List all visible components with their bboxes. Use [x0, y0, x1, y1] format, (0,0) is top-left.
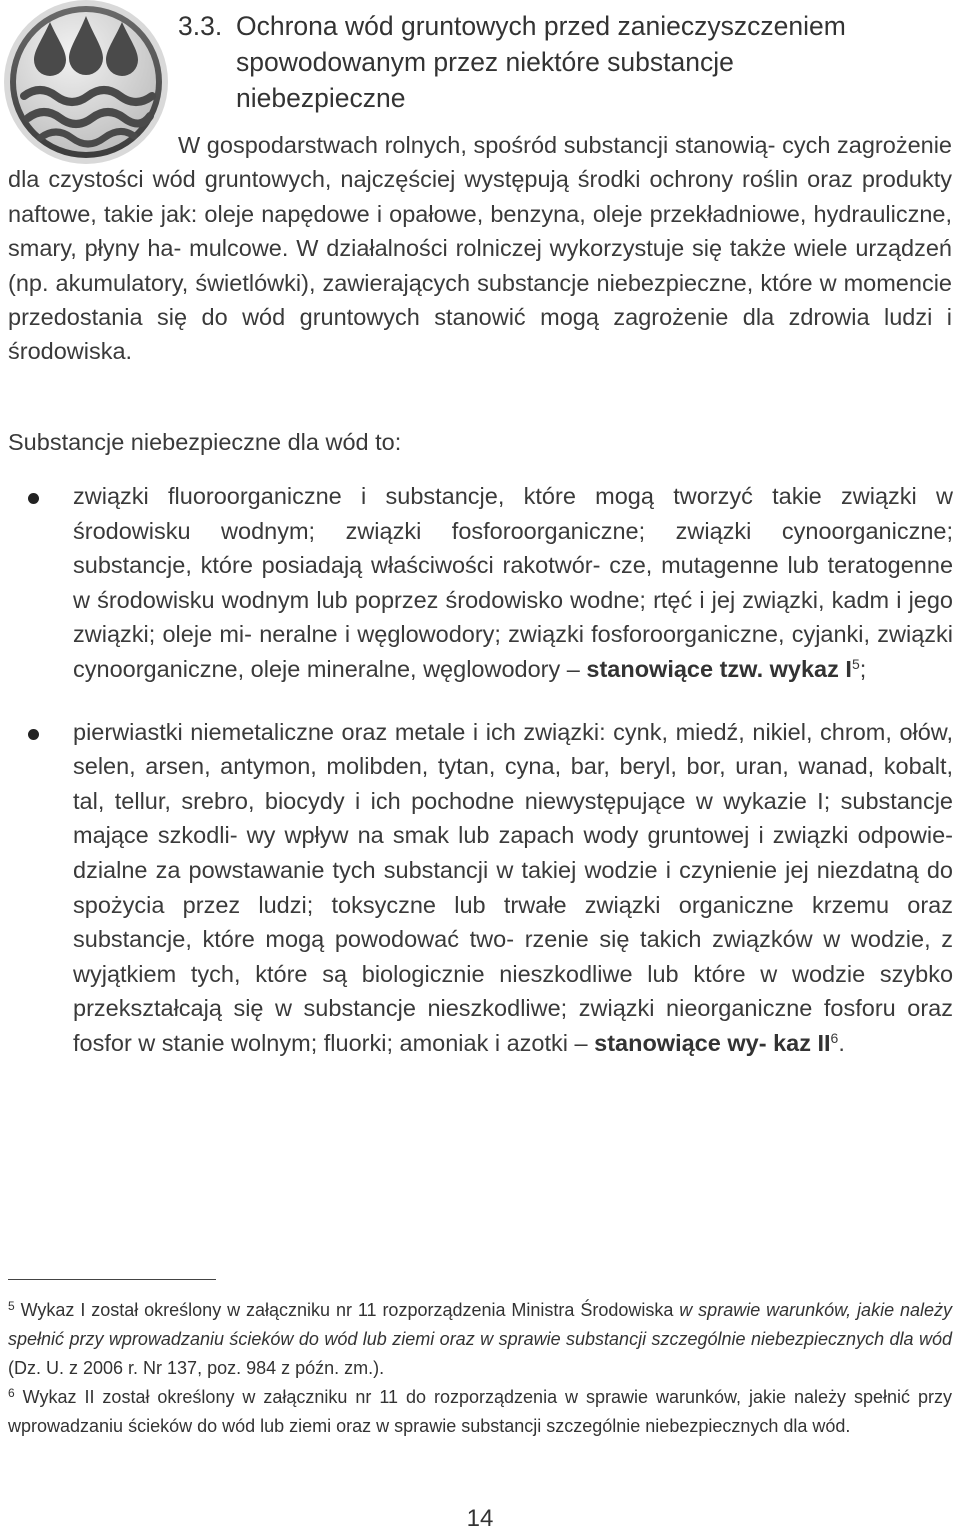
intro-paragraph: [8, 128, 952, 369]
page-number: 14: [466, 1505, 494, 1532]
bullet-icon: [28, 493, 39, 504]
bold-term: stanowiące wy-: [594, 1029, 767, 1056]
bold-term: kaz II: [773, 1029, 831, 1056]
item-line: związki w środowisku wodnym; związki fosforoorganiczne; związki: [73, 483, 953, 544]
item-line: cynoorganiczne, oleje mineralne, węglowodory –: [73, 655, 587, 682]
bullet-icon: [28, 729, 39, 740]
intro-line: W gospodarstwach rolnych, spośród substancji stanowią-: [178, 132, 776, 158]
list-item-wykaz-2: [0, 715, 953, 1061]
footnote-5: [8, 1296, 952, 1383]
footnote-italic-title: w sprawie warunków, jakie należy spełnić przy wprowadzaniu ścieków do wód lub ziemi oraz w sprawie substancji szczególnie niebezpiecznych dla wód: [8, 1300, 953, 1349]
intro-line: środki ochrony roślin oraz produkty naftowe, takie jak: oleje napędowe: [8, 166, 952, 227]
footnote-text: Wykaz I został określony w załączniku nr 11 rozporządzenia Ministra Środowiska: [14, 1300, 680, 1320]
item-line: organiczne krzemu oraz substancje, które mogą powodować two-: [73, 891, 953, 953]
item-trail: .: [838, 1029, 845, 1056]
item-line: fosfor w stanie wolnym; fluorki; amoniak i azotki –: [73, 1029, 595, 1056]
item-trail: ;: [859, 655, 867, 682]
footnote-ref[interactable]: 6: [830, 1029, 839, 1046]
footnote-ref[interactable]: 5: [851, 655, 860, 672]
item-line: środowisko wodne; rtęć i jej związki, kadm i jego związki; oleje mi-: [73, 586, 953, 648]
bold-term: stanowiące tzw.: [586, 655, 764, 682]
intro-line: (np. akumulatory, świetlówki), zawierających substancje niebezpieczne,: [8, 269, 754, 296]
list-intro: Substancje niebezpieczne dla wód to:: [8, 429, 402, 455]
bold-term: wykaz I: [769, 655, 852, 682]
footnote-text-tail: (Dz. U. z 2006 r. Nr 137, poz. 984 z późn. zm.).: [8, 1358, 385, 1378]
item-line: pochodne niewystępujące w wykazie I; substancje mające szkodli-: [73, 787, 954, 849]
section-title-line-2: spowodowanym przez niektóre substancje: [236, 47, 734, 77]
intro-line: i opałowe, benzyna, oleje przekładniowe, hydrauliczne, smary, płyny ha-: [8, 200, 952, 262]
item-line: bar, beryl, bor, uran, wanad, kobalt, tal, tellur, srebro, biocydy i ich: [73, 753, 953, 814]
footnote-number: 6: [8, 1386, 15, 1400]
footnote-6: [8, 1383, 952, 1441]
footnote-text: Wykaz II został określony w załączniku nr 11 do rozporządzenia w sprawie warunków, jakie należy spełnić przy wprowadzaniu ścieków do wód lub ziemi oraz w sprawie substancji szczególnie niebezpiecznych dla wód.: [8, 1387, 952, 1436]
item-line: neralne i węglowodory; związki fosforoorganiczne, cyjanki, związki: [259, 621, 954, 648]
footnotes: [8, 1296, 952, 1441]
item-line: się w substancje nieszkodliwe; związki nieorganiczne fosforu oraz: [233, 995, 953, 1022]
item-line: biologicznie nieszkodliwe lub które w wodzie szybko przekształcają: [73, 960, 954, 1022]
section-heading: [178, 8, 953, 116]
section-title-line-3: niebezpieczne: [236, 83, 406, 113]
section-number: 3.3.: [178, 11, 223, 41]
hazard-list: [0, 479, 960, 1089]
item-line: pierwiastki niemetaliczne oraz metale i ich związki: cynk, miedź,: [73, 718, 745, 745]
item-line: wy wpływ na smak lub zapach wody gruntowej i związki odpowie-: [246, 822, 953, 849]
footnote-divider: [8, 1279, 216, 1280]
item-line: cze, mutagenne lub teratogenne w środowisku wodnym lub poprzez: [73, 552, 954, 613]
intro-line: mulcowe. W działalności rolniczej wykorzystuje się także wiele urządzeń: [189, 235, 952, 262]
item-line: związki fluoroorganiczne i substancje, które mogą tworzyć takie: [73, 483, 822, 509]
item-line: cynoorganiczne; substancje, które posiadają właściwości rakotwór-: [73, 517, 954, 579]
item-line: dzialne za powstawanie tych substancji w takiej wodzie i czynienie: [73, 856, 778, 883]
item-line: rzenie się takich związków w wodzie, z wyjątkiem tych, które są: [73, 926, 953, 987]
intro-line: które w momencie przedostania się do wód gruntowych stanowić mogą: [8, 269, 952, 331]
footnote-number: 5: [8, 1299, 15, 1313]
item-line: nikiel, chrom, ołów, selen, arsen, antymon, molibden, tytan, cyna,: [73, 718, 954, 780]
intro-line: zagrożenie dla zdrowia ludzi i środowiska.: [8, 304, 953, 365]
list-item-wykaz-1: [0, 479, 953, 687]
intro-line: cych zagrożenie dla czystości wód gruntowych, najczęściej występują: [8, 132, 952, 193]
item-line: jej niezdatną do spożycia przez ludzi; toksyczne lub trwałe związki: [73, 856, 953, 918]
section-title-line-1: Ochrona wód gruntowych przed zanieczyszczeniem: [236, 11, 846, 41]
